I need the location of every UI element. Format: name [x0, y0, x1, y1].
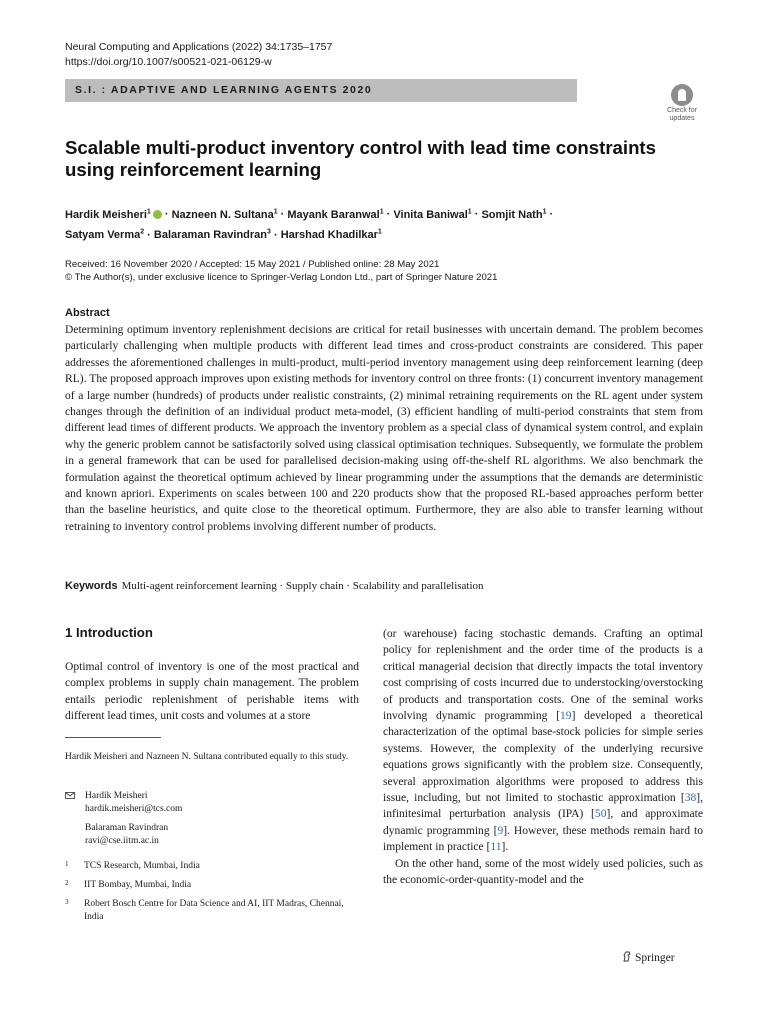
intro-text-segment: (or warehouse) facing stochastic demands. Crafting an optimal policy for replenishment and the order time of the products is a critical managerial decision that directly impacts the total inventory cost comprising of costs incurred due to understocking/overstocking of products and transportation costs. One of the seminal works involving dynamic programming [: [383, 628, 703, 723]
citation-link[interactable]: 11: [490, 841, 502, 854]
affiliation-item: [65, 898, 359, 924]
author-name[interactable]: Mayank Baranwal$^1$: [287, 208, 384, 221]
author-affiliation-mark: 1: [379, 208, 384, 215]
intro-text-segment: ], and approximate dynamic programming [: [383, 808, 703, 837]
badge-label: Check for updates: [667, 107, 697, 122]
section-heading-introduction: 1 Introduction: [65, 625, 153, 640]
author-name[interactable]: Vinita Baniwal$^1$: [393, 208, 472, 221]
author-separator: ·: [471, 208, 482, 221]
journal-doi[interactable]: https://doi.org/10.1007/s00521-021-06129-w: [65, 56, 272, 68]
author-separator: ·: [270, 229, 281, 242]
author-affiliation-mark: 2: [140, 228, 145, 236]
affiliation-text: IIT Bombay, Mumbai, India: [84, 880, 192, 890]
abstract-text: Determining optimum inventory replenishment decisions are critical for retail businesses with uncertain demand. The problem becomes particularly challenging when multiple products with different lead times and cross-product constraints are considered. This paper addresses the aforementioned challenges in multi-product, multi-period inventory management using deep reinforcement learning (deep RL). The proposed approach improves upon existing methods for inventory control on three fronts: (1) concurrent inventory management of a large number (hundreds) of products under realistic constraints, (2) minimal retraining requirements on the RL agent under system changes through the definition of an individual product meta-model, (3) efficient handling of multi-period constraints that stem from different lead times of different products. We approach the inventory problem as a special class of dynamical system control, and explain why the generic problem cannot be satisfactorily solved using classical optimisation techniques. Subsequently, we formulate the problem in a general framework that can be used for parallelised decision-making using off-the-shelf RL algorithms. We also benchmark the formulation against the theoretical optimum achieved by linear programming under the assumptions that the demands are deterministic and known apriori. Experiments on scales between 100 and 220 products show that the proposed RL-based approaches perform better than the baseline heuristics, and quite close to the theoretical optimum. Furthermore, they are also able to transfer learning without retraining to inventory control problems involving different number of products.: [65, 324, 703, 533]
author-name[interactable]: Harshad Khadilkar$^1$: [280, 228, 382, 242]
publication-dates: [65, 258, 497, 284]
springer-horse-icon: [622, 951, 632, 962]
special-issue-banner: S.I. : ADAPTIVE AND LEARNING AGENTS 2020: [65, 79, 577, 102]
author-separator: ·: [277, 208, 288, 221]
author-name[interactable]: Balaraman Ravindran$^3$: [153, 228, 271, 242]
author-separator: ·: [383, 208, 394, 221]
bookmark-icon: [671, 84, 693, 106]
intro-paragraph: On the other hand, some of the most widely used policies, such as the economic-order-quantity-model and the: [383, 857, 703, 887]
intro-left-column: Optimal control of inventory is one of the most practical and complex problems in supply chain management. The problem entails periodic replenishment of perishable items with different lead times, unit costs and volumes at a store: [65, 661, 359, 723]
keywords: [65, 580, 484, 592]
contact-email[interactable]: hardik.meisheri@tcs.com: [85, 804, 183, 814]
author-affiliation-mark: 1: [273, 208, 278, 215]
author-separator: ·: [546, 208, 554, 221]
check-for-updates-badge[interactable]: [659, 84, 705, 124]
affiliation-text: Robert Bosch Centre for Data Science and AI, IIT Madras, Chennai, India: [84, 899, 344, 922]
dates-line: Received: 16 November 2020 / Accepted: 15 May 2021 / Published online: 28 May 2021: [65, 259, 440, 270]
author-affiliation-mark: 1: [467, 208, 472, 215]
citation-link[interactable]: 50: [594, 808, 607, 821]
publisher-name: Springer: [635, 952, 675, 964]
affiliation-item: [65, 879, 359, 892]
journal-header: [65, 40, 332, 70]
keywords-heading: Keywords: [65, 580, 118, 592]
journal-citation: Neural Computing and Applications (2022) 34:1735–1757: [65, 41, 333, 53]
author-affiliation-mark: 3: [267, 228, 271, 236]
footnote-divider: [65, 737, 161, 738]
keywords-list: Multi-agent reinforcement learning · Supply chain · Scalability and parallelisation: [121, 580, 484, 592]
intro-text-segment: ]. However, these methods remain hard to implement in practice [: [383, 824, 704, 854]
intro-text-segment: ].: [501, 841, 509, 854]
intro-text-segment: ], infinitesimal perturbation analysis (IPA) [: [383, 792, 703, 821]
author-name[interactable]: Nazneen N. Sultana$^1$: [171, 208, 278, 221]
contact-name: Hardik Meisheri: [85, 791, 148, 801]
contact-name: Balaraman Ravindran: [85, 823, 169, 833]
affiliation-item: [65, 860, 359, 873]
contact-item: [85, 790, 359, 816]
author-affiliation-mark: 1: [542, 208, 547, 215]
intro-paragraph: [383, 626, 703, 856]
citation-link[interactable]: 9: [497, 824, 504, 837]
author-name[interactable]: Somjit Nath$^1$: [481, 208, 547, 221]
affiliation-number: 1: [65, 860, 69, 868]
envelope-icon: [65, 792, 75, 799]
affiliation-text: TCS Research, Mumbai, India: [84, 861, 200, 871]
author-separator: ·: [144, 229, 154, 242]
corresponding-authors: [65, 790, 359, 848]
contact-item: [85, 822, 359, 848]
affiliations: [65, 860, 359, 930]
affiliation-number: 3: [65, 898, 69, 906]
contact-email[interactable]: ravi@cse.iitm.ac.in: [85, 836, 159, 846]
equal-contribution-footnote: Hardik Meisheri and Nazneen N. Sultana contributed equally to this study.: [65, 752, 349, 762]
paper-title: Scalable multi-product inventory control with lead time constraints using reinforcement learning: [65, 137, 656, 180]
copyright-line: © The Author(s), under exclusive licence to Springer-Verlag London Ltd., part of Springer Nature 2021: [65, 272, 498, 283]
affiliation-number: 2: [65, 879, 69, 887]
citation-link[interactable]: 19: [560, 710, 572, 723]
author-affiliation-mark: 1: [377, 228, 382, 236]
author-name[interactable]: Hardik Meisheri$^1$: [65, 209, 162, 221]
publisher-logo: [622, 951, 675, 964]
author-list: [65, 203, 705, 244]
author-separator: ·: [161, 208, 172, 221]
author-name[interactable]: Satyam Verma$^2$: [65, 228, 145, 242]
orcid-icon[interactable]: [153, 210, 162, 219]
author-affiliation-mark: 1: [146, 208, 151, 215]
citation-link[interactable]: 38: [684, 792, 697, 805]
abstract-heading: Abstract: [65, 307, 110, 319]
intro-text-segment: ] developed a theoretical characterization of the optimal base-stock policies for simple series systems. However, the complexity of the underlying recursive equations grows significantly with the problem size. Consequently, several approximation algorithms were proposed to address this issue, including, but not limited to stochastic approximation [: [383, 710, 703, 805]
intro-right-column: [383, 626, 703, 889]
